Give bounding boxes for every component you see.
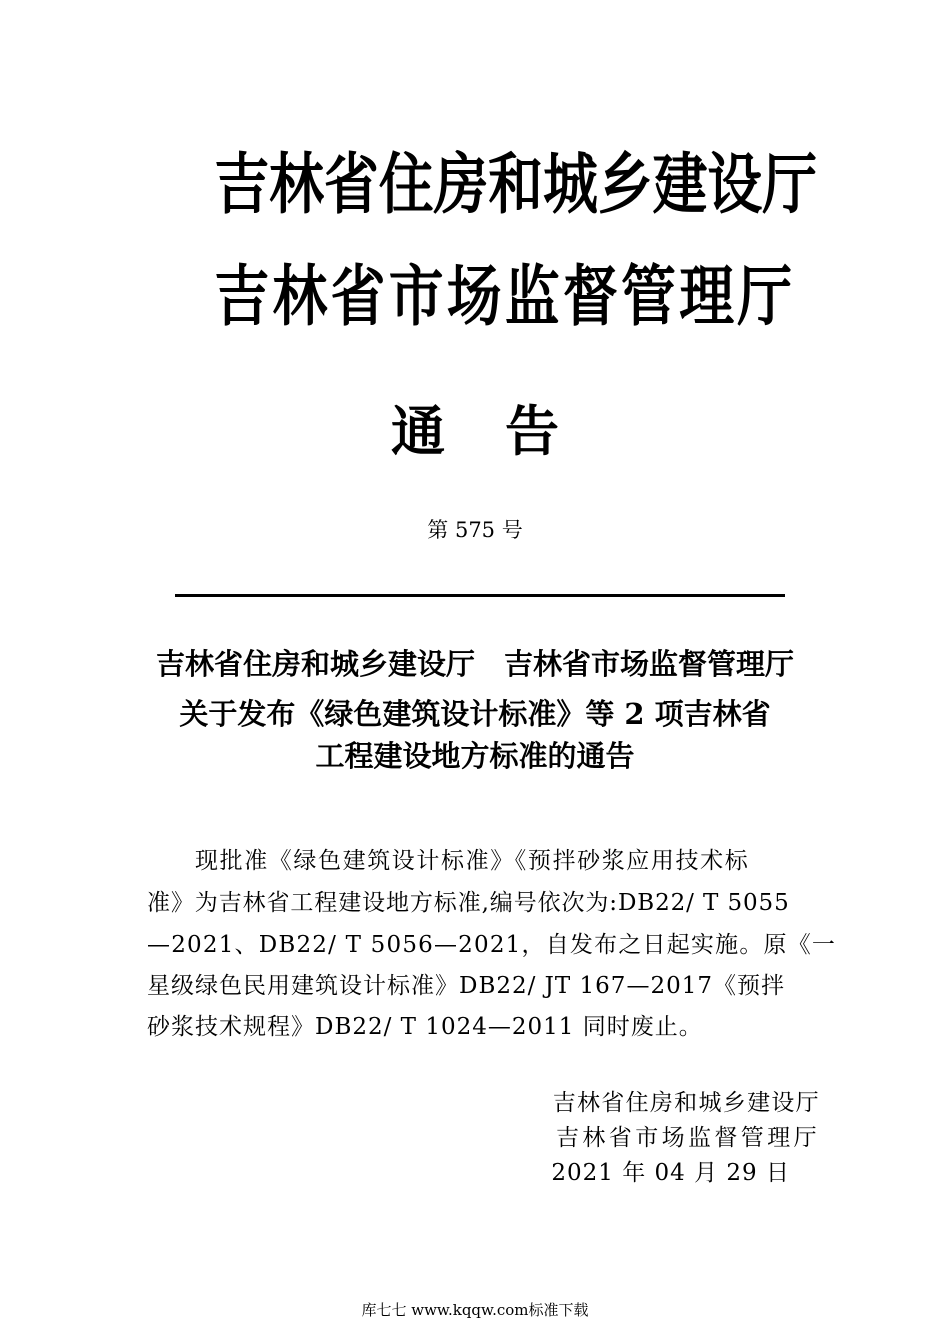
signature-agency-market: 吉林省市场监督管理厅 [556,1125,820,1151]
subject-line-1: 吉林省住房和城乡建设厅 吉林省市场监督管理厅 [155,647,794,681]
divider-rule [175,594,785,597]
notice-title: 通告 [391,399,619,463]
body-text-line-1: 现批准《绿色建筑设计标准》《预拌砂浆应用技术标 [195,848,750,874]
body-text-line-2: 准》为吉林省工程建设地方标准,编号依次为:DB22/ T 5055 [147,890,790,916]
subject-line-2: 关于发布《绿色建筑设计标准》等 2 项吉林省 [179,697,771,731]
issuing-agency-housing: 吉林省住房和城乡建设厅 [214,146,817,223]
body-text-line-3: —2021、DB22/ T 5056—2021，自发布之日起实施。原《一 [147,932,837,958]
body-text-line-5: 砂浆技术规程》DB22/ T 1024—2011 同时废止。 [147,1014,703,1040]
subject-line-3: 工程建设地方标准的通告 [315,739,635,773]
signature-date: 2021 年 04 月 29 日 [551,1160,790,1186]
signature-agency-housing: 吉林省住房和城乡建设厅 [552,1090,820,1116]
issuing-agency-market: 吉林省市场监督管理厅 [214,258,796,335]
document-number: 第 575 号 [427,518,523,542]
body-text-line-4: 星级绿色民用建筑设计标准》DB22/ JT 167—2017《预拌 [147,973,785,999]
footer-watermark: 库七七 www.kqqw.com标准下载 [361,1301,589,1319]
